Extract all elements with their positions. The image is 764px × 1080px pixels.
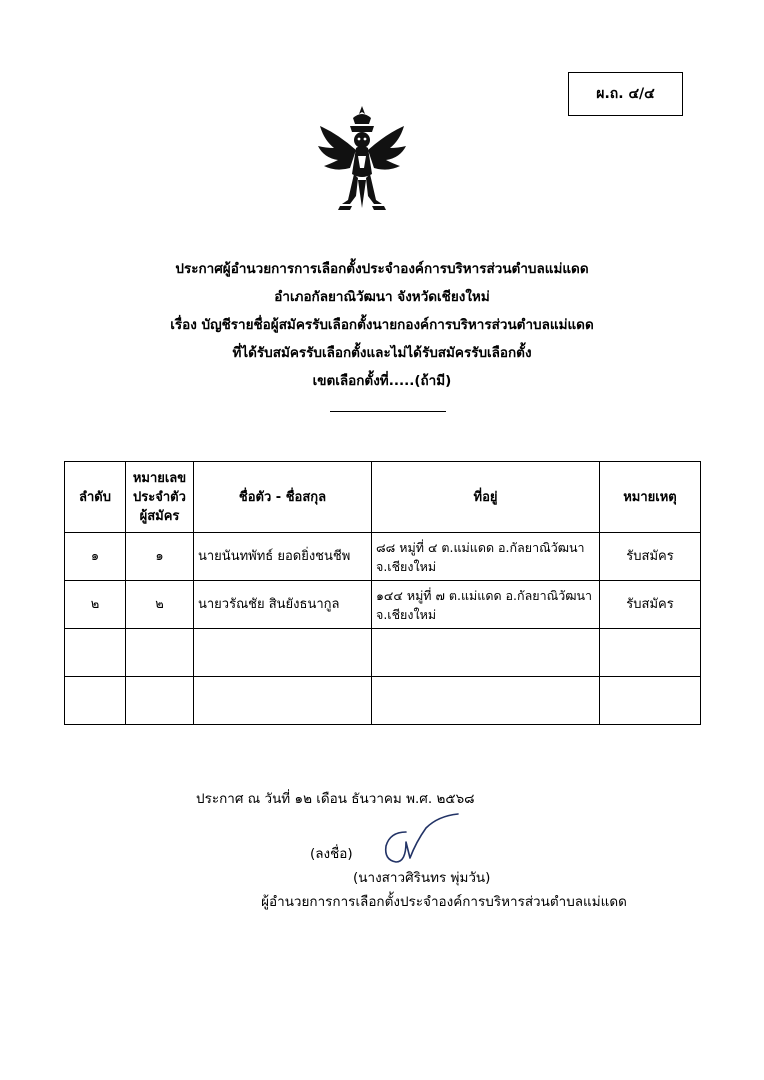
address-line-2: จ.เชียงใหม่ [376,558,437,574]
empty-table-row [65,629,701,677]
heading-line-4: ที่ได้รับสมัครรับเลือกตั้งและไม่ได้รับสมัครรับเลือกตั้ง [232,345,532,361]
table-row [65,581,701,629]
garuda-emblem-icon [312,104,412,220]
cell-remark: รับสมัคร [600,581,701,629]
header-address: ที่อยู่ [372,462,600,533]
heading-line-1: ประกาศผู้อำนวยการการเลือกตั้งประจำองค์การบริหารส่วนตำบลแม่แดด [175,261,589,277]
header-number-line-2: ประจำตัว [133,489,186,505]
signature-label: (ลงชื่อ) [310,846,353,862]
cell-address [372,581,600,629]
address-line-2: จ.เชียงใหม่ [376,606,437,622]
address-line-1: ๘๘ หมู่ที่ ๔ ต.แม่แดด อ.กัลยาณิวัฒนา [376,539,585,555]
candidate-table [64,461,701,725]
empty-cell [65,677,126,725]
table-row [65,533,701,581]
empty-cell [194,629,372,677]
empty-cell [600,629,701,677]
announcement-date: ประกาศ ณ วันที่ ๑๒ เดือน ธันวาคม พ.ศ. ๒๕๖๘ [196,791,475,807]
cell-number: ๒ [126,581,194,629]
header-name: ชื่อตัว - ชื่อสกุล [194,462,372,533]
empty-table-row [65,677,701,725]
header-number-line-1: หมายเลข [132,470,187,486]
cell-remark: รับสมัคร [600,533,701,581]
empty-cell [372,677,600,725]
heading-line-3: เรื่อง บัญชีรายชื่อผู้สมัครรับเลือกตั้งนายกองค์การบริหารส่วนตำบลแม่แดด [170,317,594,333]
form-code-box [568,72,683,116]
header-remark: หมายเหตุ [600,462,701,533]
header-order: ลำดับ [65,462,126,533]
form-code: ผ.ถ. ๔/๔ [596,86,655,102]
cell-address [372,533,600,581]
empty-cell [126,629,194,677]
cell-name: นายนันทพัทธ์ ยอดยิ่งชนชีพ [194,533,372,581]
cell-order: ๑ [65,533,126,581]
empty-cell [194,677,372,725]
address-line-1: ๑๔๔ หมู่ที่ ๗ ต.แม่แดด อ.กัลยาณิวัฒนา [376,587,593,603]
heading-divider [330,411,446,412]
announcement-heading [60,255,704,395]
empty-cell [372,629,600,677]
signer-name: (นางสาวศิรินทร พุ่มวัน) [353,870,491,886]
heading-line-2: อำเภอกัลยาณิวัฒนา จังหวัดเชียงใหม่ [274,289,490,305]
empty-cell [600,677,701,725]
empty-cell [126,677,194,725]
header-candidate-number [126,462,194,533]
table-header-row [65,462,701,533]
cell-number: ๑ [126,533,194,581]
handwritten-signature-icon [376,812,472,870]
header-number-line-3: ผู้สมัคร [139,508,180,524]
signer-title: ผู้อำนวยการการเลือกตั้งประจำองค์การบริหารส่วนตำบลแม่แดด [261,894,627,910]
empty-cell [65,629,126,677]
cell-name: นายวรัณชัย สินยังธนากูล [194,581,372,629]
cell-order: ๒ [65,581,126,629]
heading-line-5: เขตเลือกตั้งที่.....(ถ้ามี) [312,373,452,389]
